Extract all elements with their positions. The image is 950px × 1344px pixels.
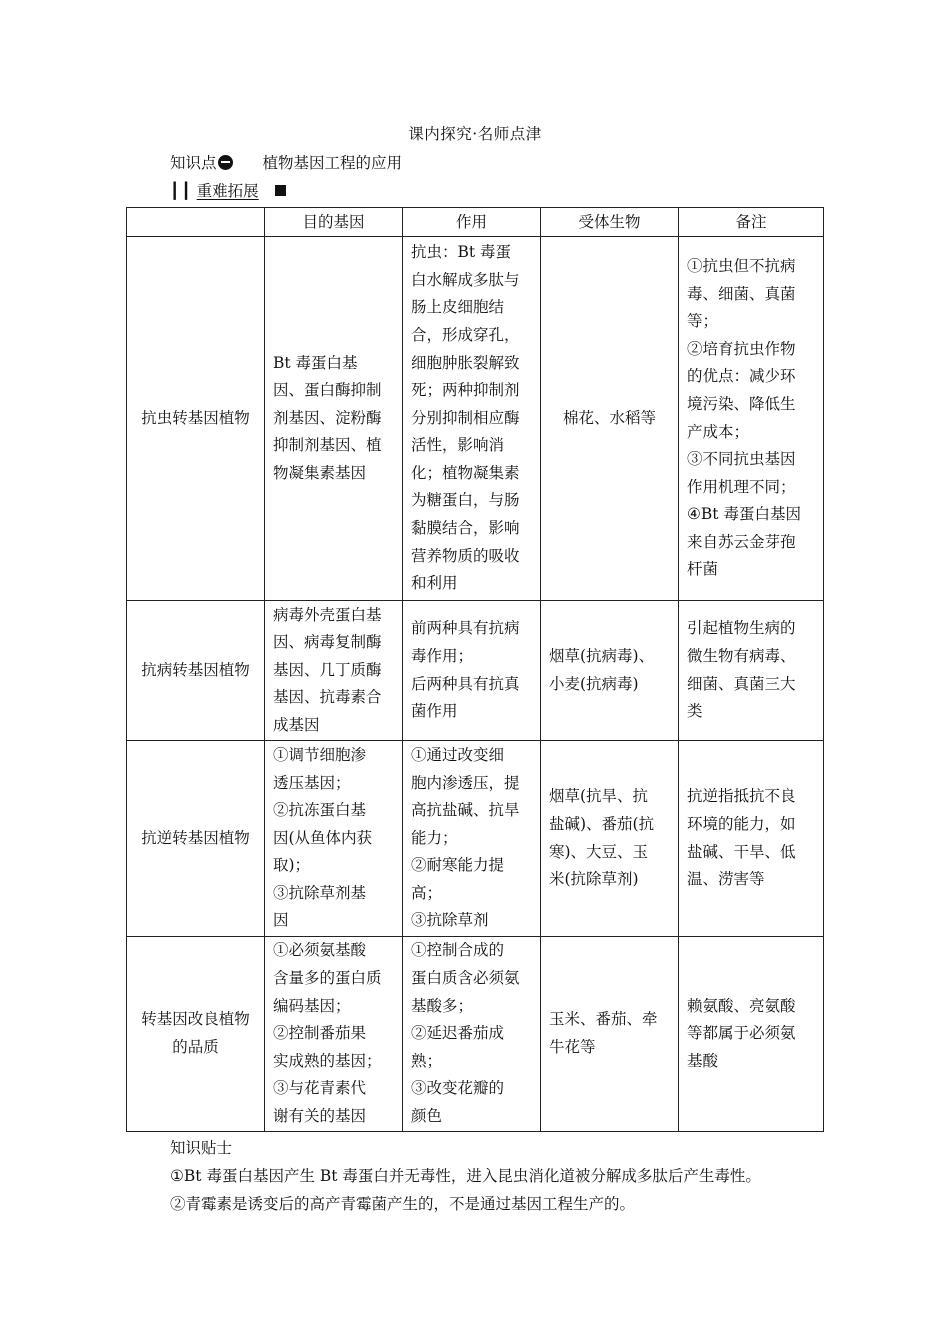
cell-text-line: 抗病转基因植物	[141, 660, 250, 679]
cell-text-line: 抗逆转基因植物	[141, 828, 250, 847]
cell-text-line: 小麦(抗病毒)	[549, 674, 639, 693]
recipient-cell	[541, 741, 679, 937]
cell-text-line: 肠上皮细胞结	[411, 298, 505, 317]
cell-text-line: 寒)、大豆、玉	[549, 842, 649, 861]
row-name-cell	[127, 741, 265, 937]
target-gene-cell	[265, 741, 403, 937]
cell-text-line: 抑制剂基因、植	[273, 436, 382, 455]
table-row	[127, 601, 824, 741]
recipient-cell	[541, 237, 679, 601]
cell-text-line: ②培育抗虫作物	[687, 339, 796, 358]
cell-text-line: ①通过改变细	[411, 745, 505, 764]
cell-text-line: 能力；	[411, 828, 458, 847]
cell-text-line: 和利用	[411, 574, 458, 593]
cell-text-line: 成基因	[273, 715, 320, 734]
cell-text-line: 烟草(抗病毒)、	[549, 646, 655, 665]
cell-text-line: Bt 毒蛋白基	[273, 353, 358, 372]
cell-text-line: 胞内渗透压，提	[411, 773, 520, 792]
cell-text-line: 杆菌	[687, 560, 719, 579]
cell-text-line: 毒作用；	[411, 646, 474, 665]
recipient-cell	[541, 601, 679, 741]
cell-text-line: 因、蛋白酶抑制	[273, 381, 382, 400]
header-cell: 目的基因	[265, 208, 403, 237]
notes-cell	[679, 601, 824, 741]
target-gene-cell	[265, 937, 403, 1132]
cell-text-line: 棉花、水稻等	[562, 408, 656, 427]
target-gene-cell	[265, 601, 403, 741]
cell-text-line: 营养物质的吸收	[411, 546, 520, 565]
cell-text-line: 后两种具有抗真	[411, 674, 520, 693]
cell-text-line: 白水解成多肽与	[411, 270, 520, 289]
cell-text-line: 物凝集素基因	[273, 463, 367, 482]
tips-title: 知识贴士	[170, 1139, 233, 1157]
tip-item: ②青霉素是诱变后的高产青霉菌产生的，不是通过基因工程生产的。	[170, 1195, 636, 1213]
cell-text-line: 环境的能力，如	[687, 814, 796, 833]
effect-cell	[403, 937, 541, 1132]
cell-text-line: 细菌、真菌三大	[687, 674, 796, 693]
effect-cell	[403, 741, 541, 937]
cell-text-line: 病毒外壳蛋白基	[273, 605, 382, 624]
cell-text-line: 菌作用	[411, 702, 458, 721]
cell-text-line: 基酸	[687, 1051, 719, 1070]
cell-text-line: ④Bt 毒蛋白基因	[687, 505, 801, 524]
row-name-cell	[127, 937, 265, 1132]
cell-text-line: ①控制合成的	[411, 941, 505, 960]
cell-text-line: 编码基因；	[273, 996, 351, 1015]
cell-text-line: 赖氨酸、亮氨酸	[687, 996, 796, 1015]
cell-text-line: 前两种具有抗病	[411, 619, 520, 638]
cell-text-line: 抗虫：Bt 毒蛋	[411, 243, 512, 262]
cell-text-line: ③与花青素代	[273, 1079, 367, 1098]
cell-text-line: 牛花等	[549, 1038, 596, 1056]
cell-text-line: 为糖蛋白，与肠	[411, 491, 520, 510]
effect-cell	[403, 601, 541, 741]
cell-text-line: 引起植物生病的	[687, 619, 796, 638]
cell-text-line: 剂基因、淀粉酶	[273, 408, 382, 427]
cell-text-line: 毒、细菌、真菌	[687, 284, 796, 303]
cell-text-line: 蛋白质含必须氨	[411, 969, 520, 988]
cell-text-line: 作用机理不同；	[687, 477, 796, 496]
cell-text-line: ①调节细胞渗	[273, 745, 367, 764]
tip-item: ①Bt 毒蛋白基因产生 Bt 毒蛋白并无毒性，进入昆虫消化道被分解成多肽后产生毒性。	[170, 1167, 761, 1185]
cell-text-line: 死；两种抑制剂	[411, 381, 520, 400]
notes-cell	[679, 741, 824, 937]
cell-text-line: 等；	[687, 312, 719, 331]
cell-text-line: 盐碱)、番茄(抗	[549, 814, 655, 833]
header-cell	[127, 208, 265, 237]
cell-text-line: 因、病毒复制酶	[273, 633, 382, 652]
cell-text-line: ②耐寒能力提	[411, 856, 505, 875]
cell-text-line: 颜色	[411, 1106, 443, 1125]
cell-text-line: 盐碱、干旱、低	[687, 842, 796, 861]
cell-text-line: ①抗虫但不抗病	[687, 256, 796, 275]
cell-text-line: 微生物有病毒、	[687, 646, 796, 665]
cell-text-line: 取)；	[273, 856, 311, 875]
knowledge-point-prefix: 知识点	[170, 154, 217, 172]
number-one-icon	[218, 155, 233, 170]
cell-text-line: 等都属于必须氨	[687, 1024, 796, 1043]
cell-text-line: 温、涝害等	[687, 870, 765, 889]
header-cell: 备注	[679, 208, 824, 237]
knowledge-tips	[170, 1134, 761, 1218]
cell-text-line: 基因、抗毒素合	[273, 688, 382, 707]
row-name-cell	[127, 237, 265, 601]
cell-text-line: 细胞肿胀裂解致	[411, 353, 520, 372]
cell-text-line: ②延迟番茄成	[411, 1024, 505, 1043]
table-header-row	[127, 208, 824, 237]
subheading-text: 重难拓展	[196, 182, 259, 200]
cell-text-line: ③抗除草剂	[411, 911, 489, 930]
gene-engineering-table	[126, 207, 824, 1132]
notes-cell	[679, 237, 824, 601]
row-name-cell	[127, 601, 265, 741]
cell-text-line: 因	[273, 911, 289, 930]
cell-text-line: 活性，影响消	[411, 436, 505, 455]
cell-text-line: 合，形成穿孔，	[411, 325, 520, 344]
table-row	[127, 741, 824, 937]
target-gene-cell	[265, 237, 403, 601]
cell-text-line: 玉米、番茄、牵	[549, 1010, 658, 1029]
cell-text-line: ①必须氨基酸	[273, 941, 367, 960]
cell-text-line: 高；	[411, 883, 443, 902]
cell-text-line: 境污染、降低生	[687, 394, 796, 413]
bar-marker-icon: ┃┃	[170, 180, 193, 200]
cell-text-line: 类	[687, 702, 703, 721]
cell-text-line: ②控制番茄果	[273, 1024, 367, 1043]
cell-text-line: ③改变花瓣的	[411, 1079, 505, 1098]
cell-text-line: 熟；	[411, 1051, 443, 1070]
cell-text-line: ③不同抗虫基因	[687, 450, 796, 469]
cell-text-line: 转基因改良植物	[141, 1010, 250, 1029]
cell-text-line: 来自苏云金芽孢	[687, 532, 796, 551]
cell-text-line: 基因、几丁质酶	[273, 660, 382, 679]
section-subheading	[170, 179, 286, 201]
cell-text-line: 高抗盐碱、抗旱	[411, 801, 520, 820]
cell-text-line: 抗虫转基因植物	[141, 408, 250, 427]
cell-text-line: 透压基因；	[273, 773, 351, 792]
header-cell: 受体生物	[541, 208, 679, 237]
knowledge-point-title: 植物基因工程的应用	[262, 154, 403, 172]
cell-text-line: ③抗除草剂基	[273, 883, 367, 902]
cell-text-line: ②抗冻蛋白基	[273, 801, 367, 820]
cell-text-line: 基酸多；	[411, 996, 474, 1015]
cell-text-line: 谢有关的基因	[273, 1106, 367, 1125]
cell-text-line: 含量多的蛋白质	[273, 969, 382, 988]
table-row	[127, 237, 824, 601]
page-title: 课内探究·名师点津	[408, 125, 542, 143]
cell-text-line: 产成本；	[687, 422, 750, 441]
effect-cell	[403, 237, 541, 601]
recipient-cell	[541, 937, 679, 1132]
cell-text-line: 实成熟的基因；	[273, 1051, 382, 1070]
cell-text-line: 因(从鱼体内获	[273, 828, 373, 847]
cell-text-line: 黏膜结合，影响	[411, 519, 520, 538]
header-cell: 作用	[403, 208, 541, 237]
square-marker-icon	[275, 185, 286, 196]
cell-text-line: 米(抗除草剂)	[549, 870, 639, 889]
cell-text-line: 的品质	[172, 1038, 219, 1056]
notes-cell	[679, 937, 824, 1132]
cell-text-line: 的优点：减少环	[687, 367, 796, 386]
table-row	[127, 937, 824, 1132]
knowledge-point-heading	[170, 151, 402, 173]
cell-text-line: 抗逆指抵抗不良	[687, 787, 796, 806]
cell-text-line: 分别抑制相应酶	[411, 408, 520, 427]
cell-text-line: 烟草(抗旱、抗	[549, 787, 649, 806]
cell-text-line: 化；植物凝集素	[411, 463, 520, 482]
